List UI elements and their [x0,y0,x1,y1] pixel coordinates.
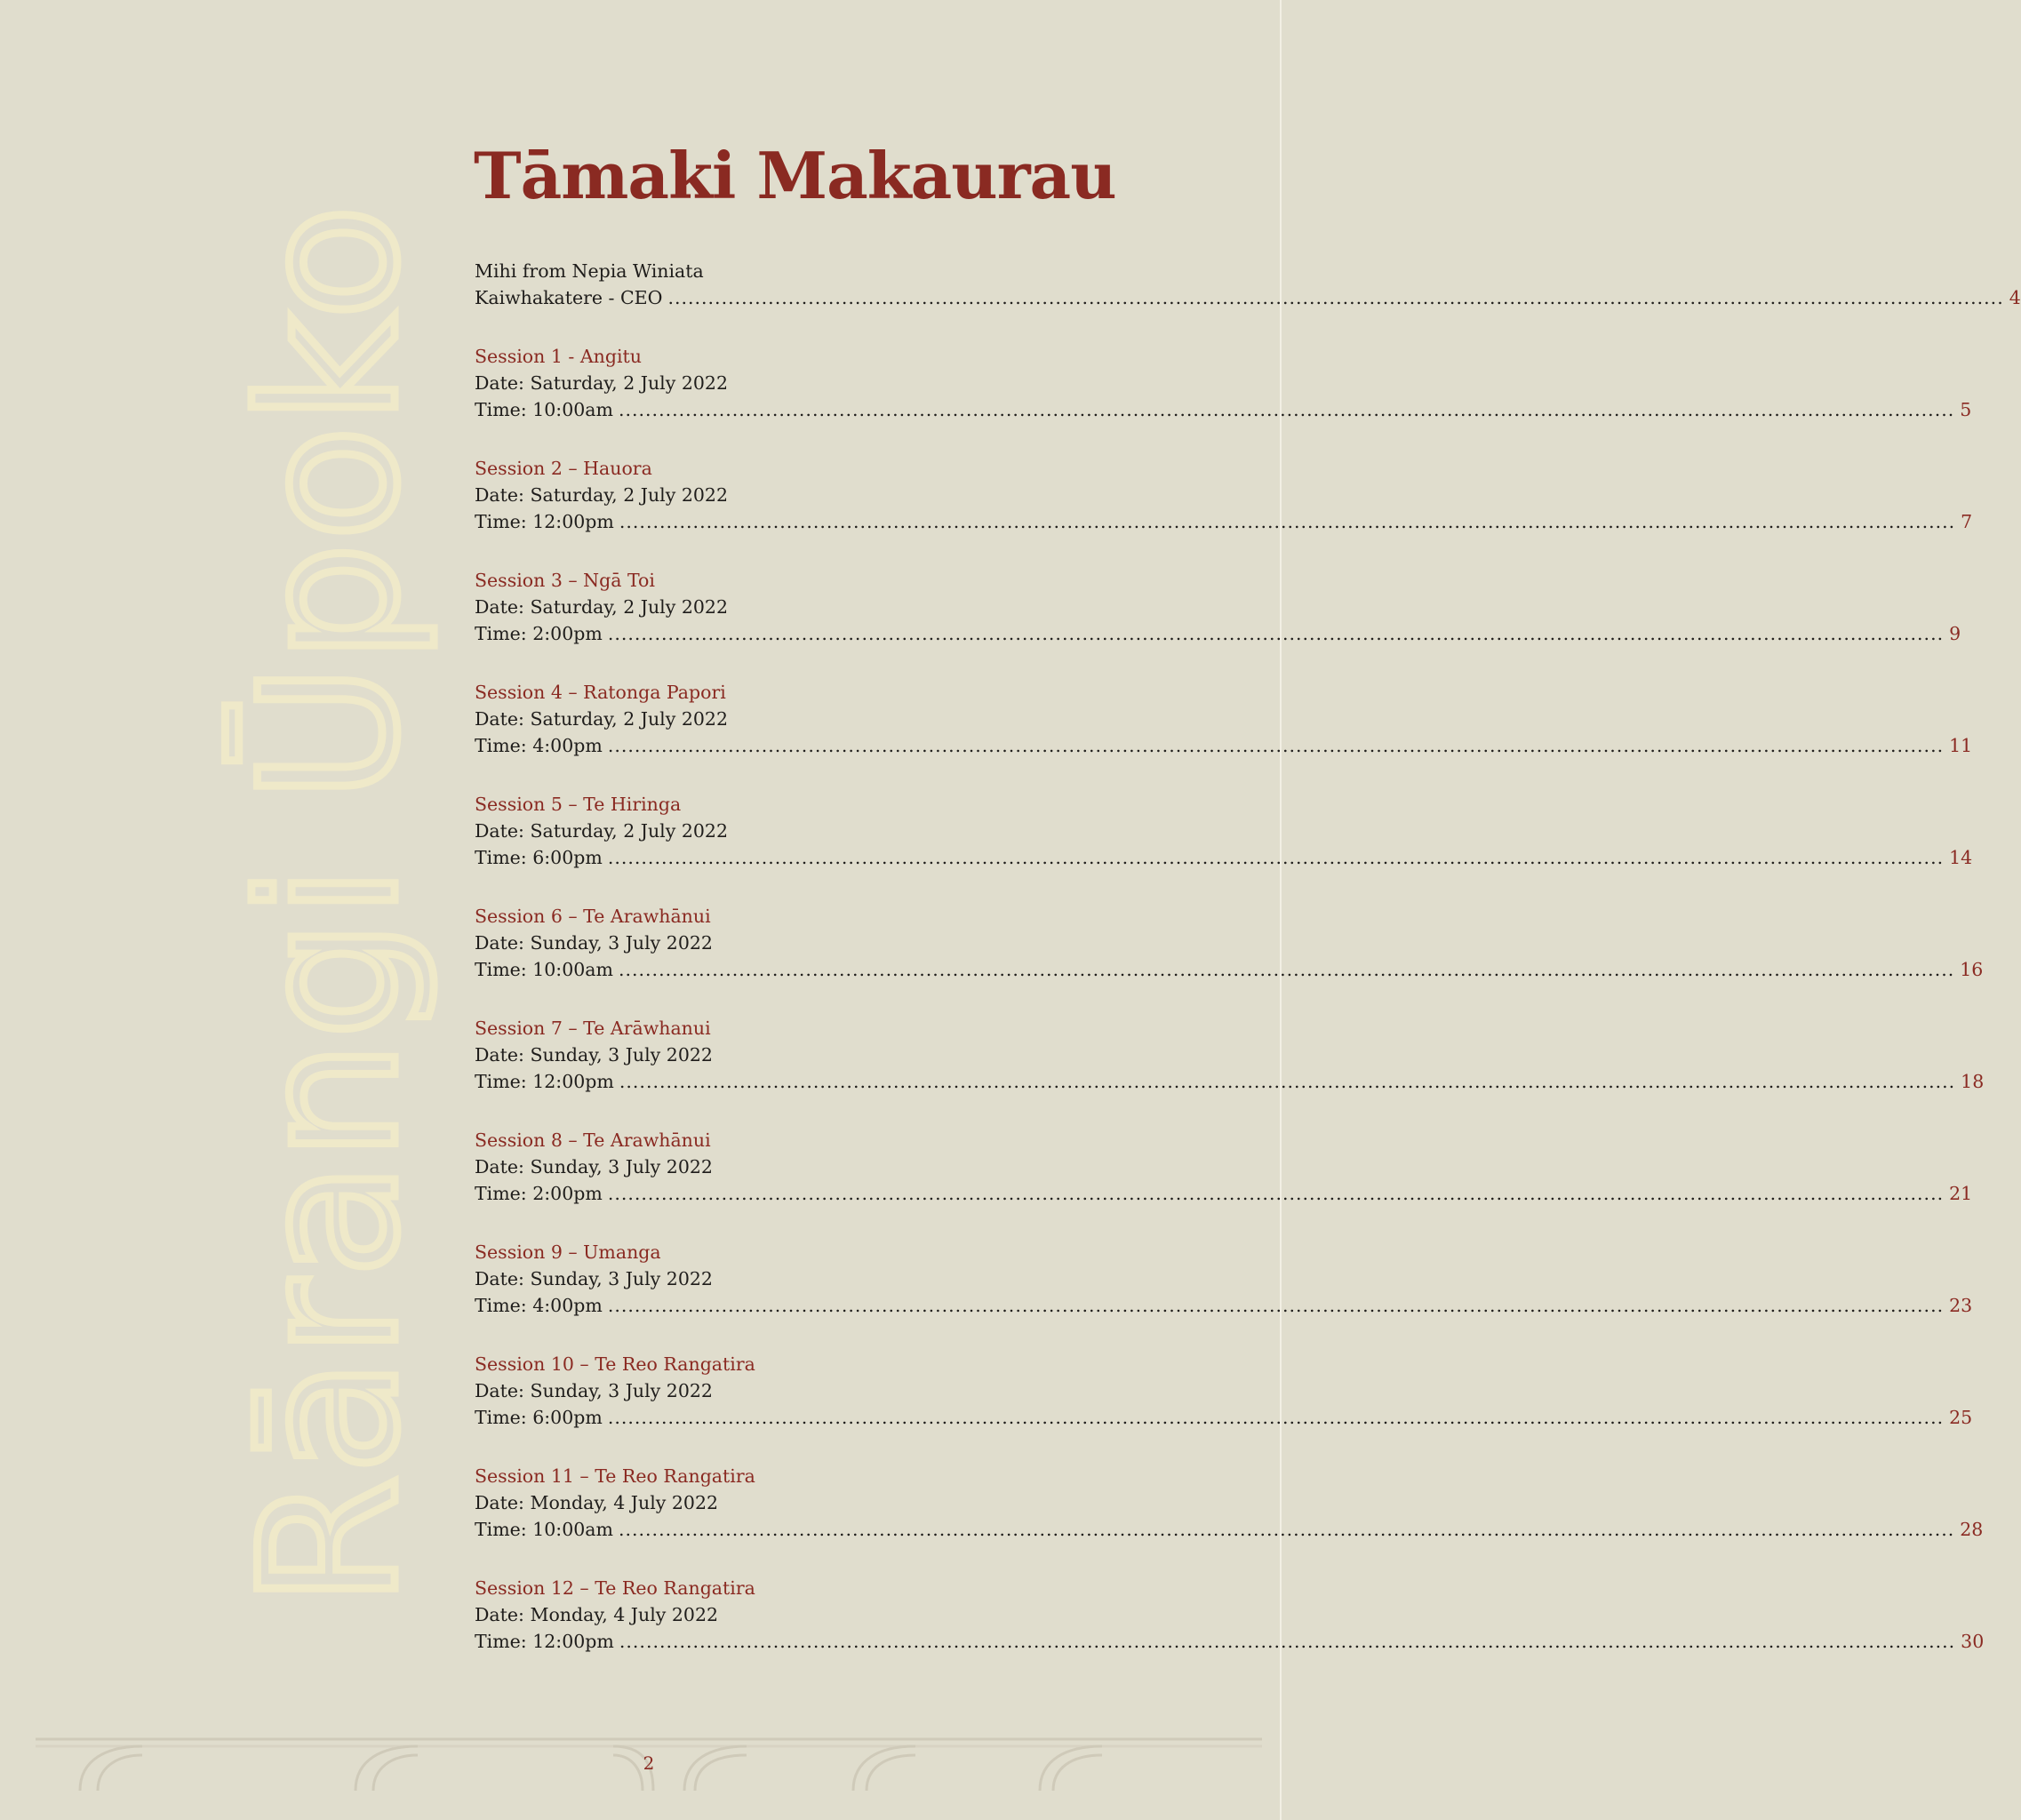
toc-entry-session[interactable] [475,567,1961,647]
intro-leader-line [475,284,2021,311]
session-time: Time: 6:00pm [475,847,603,868]
session-page-number: 25 [1949,1407,1973,1428]
session-date: Date: Saturday, 2 July 2022 [475,820,728,842]
session-date: Date: Saturday, 2 July 2022 [475,596,728,618]
toc-entry-session[interactable] [475,1127,1973,1207]
session-time: Time: 4:00pm [475,735,603,756]
toc-entry-session[interactable] [475,1575,1985,1655]
session-time: Time: 12:00pm [475,1631,614,1652]
toc-entry-session[interactable] [475,1239,1973,1319]
session-date: Date: Sunday, 3 July 2022 [475,1044,713,1066]
dot-leader: ........................................................................................................................................................................................................ [618,959,1955,980]
dot-leader: ........................................................................................................................................................................................................ [619,1631,1956,1652]
session-page-number: 16 [1960,959,1984,980]
toc-entry-session[interactable] [475,1015,1985,1095]
session-heading: Session 1 - Angitu [475,346,642,367]
session-time: Time: 4:00pm [475,1295,603,1316]
dot-leader: ........................................................................................................................................................................................................ [607,1407,1945,1428]
session-heading: Session 6 – Te Arawhānui [475,906,711,927]
session-page-number: 7 [1961,511,1973,532]
toc-entry-session[interactable] [475,455,1973,535]
session-page-number: 18 [1961,1071,1985,1092]
session-time-leader-line [475,1628,1985,1655]
intro-line-1: Mihi from Nepia Winiata [475,260,704,282]
dot-leader: ........................................................................................................................................................................................................ [607,1183,1945,1204]
dot-leader: ........................................................................................................................................................................................................ [619,511,1956,532]
session-page-number: 14 [1949,847,1973,868]
session-heading: Session 4 – Ratonga Papori [475,682,726,703]
session-time-leader-line [475,1068,1985,1095]
session-page-number: 28 [1960,1519,1984,1540]
intro-line-2: Kaiwhakatere - CEO [475,287,663,308]
dot-leader: ........................................................................................................................................................................................................ [607,847,1945,868]
session-time: Time: 10:00am [475,959,613,980]
session-date: Date: Monday, 4 July 2022 [475,1492,719,1513]
session-heading: Session 5 – Te Hiringa [475,794,682,815]
session-date: Date: Saturday, 2 July 2022 [475,708,728,730]
dot-leader: ........................................................................................................................................................................................................ [619,1071,1956,1092]
session-time: Time: 2:00pm [475,623,603,644]
toc-entry-session[interactable] [475,343,1972,423]
toc-entry-session[interactable] [475,903,1984,983]
session-page-number: 11 [1949,735,1973,756]
session-time-leader-line [475,956,1984,983]
session-list [475,343,1985,1655]
session-page-number: 5 [1960,399,1972,420]
session-heading: Session 9 – Umanga [475,1241,661,1263]
intro-page-number: 4 [2009,287,2021,308]
session-heading: Session 10 – Te Reo Rangatira [475,1353,755,1375]
session-time-leader-line [475,732,1973,759]
session-heading: Session 7 – Te Arāwhanui [475,1018,711,1039]
session-time: Time: 6:00pm [475,1407,603,1428]
session-heading: Session 2 – Hauora [475,458,652,479]
session-date: Date: Sunday, 3 July 2022 [475,1268,713,1289]
session-time-leader-line [475,1404,1973,1431]
session-page-number: 21 [1949,1183,1973,1204]
session-page-number: 30 [1961,1631,1985,1652]
dot-leader: ........................................................................................................................................................................................................ [607,735,1945,756]
dot-leader: ........................................................................................................................................................................................................ [667,287,2004,308]
dot-leader: ........................................................................................................................................................................................................ [618,1519,1955,1540]
session-date: Date: Saturday, 2 July 2022 [475,484,728,506]
dot-leader: ........................................................................................................................................................................................................ [607,623,1945,644]
session-time: Time: 10:00am [475,1519,613,1540]
page-edge-rule [1280,0,1282,1820]
session-time: Time: 10:00am [475,399,613,420]
session-date: Date: Sunday, 3 July 2022 [475,932,713,954]
dot-leader: ........................................................................................................................................................................................................ [618,399,1955,420]
session-time-leader-line [475,1180,1973,1207]
page-title: Tāmaki Makaurau [474,138,1116,213]
session-heading: Session 11 – Te Reo Rangatira [475,1465,755,1487]
session-page-number: 9 [1949,623,1961,644]
toc-entry-session[interactable] [475,1463,1984,1543]
session-heading: Session 12 – Te Reo Rangatira [475,1577,755,1599]
toc-entry-intro[interactable] [475,258,2021,311]
page-number: 2 [643,1752,655,1774]
toc-entry-session[interactable] [475,679,1973,759]
session-heading: Session 8 – Te Arawhānui [475,1130,711,1151]
session-heading: Session 3 – Ngā Toi [475,570,655,591]
dot-leader: ........................................................................................................................................................................................................ [607,1295,1945,1316]
session-time-leader-line [475,396,1972,423]
session-time-leader-line [475,620,1961,647]
session-time-leader-line [475,844,1973,871]
session-date: Date: Sunday, 3 July 2022 [475,1380,713,1401]
side-title: Rārangi Ūpoko [220,203,439,1607]
session-time: Time: 12:00pm [475,1071,614,1092]
session-time: Time: 12:00pm [475,511,614,532]
session-time-leader-line [475,508,1973,535]
toc-entry-session[interactable] [475,1351,1973,1431]
toc-entry-session[interactable] [475,791,1973,871]
session-date: Date: Saturday, 2 July 2022 [475,372,728,394]
session-time-leader-line [475,1292,1973,1319]
table-of-contents [475,258,2021,1687]
session-page-number: 23 [1949,1295,1973,1316]
session-time: Time: 2:00pm [475,1183,603,1204]
session-date: Date: Sunday, 3 July 2022 [475,1156,713,1177]
session-date: Date: Monday, 4 July 2022 [475,1604,719,1625]
session-time-leader-line [475,1516,1984,1543]
